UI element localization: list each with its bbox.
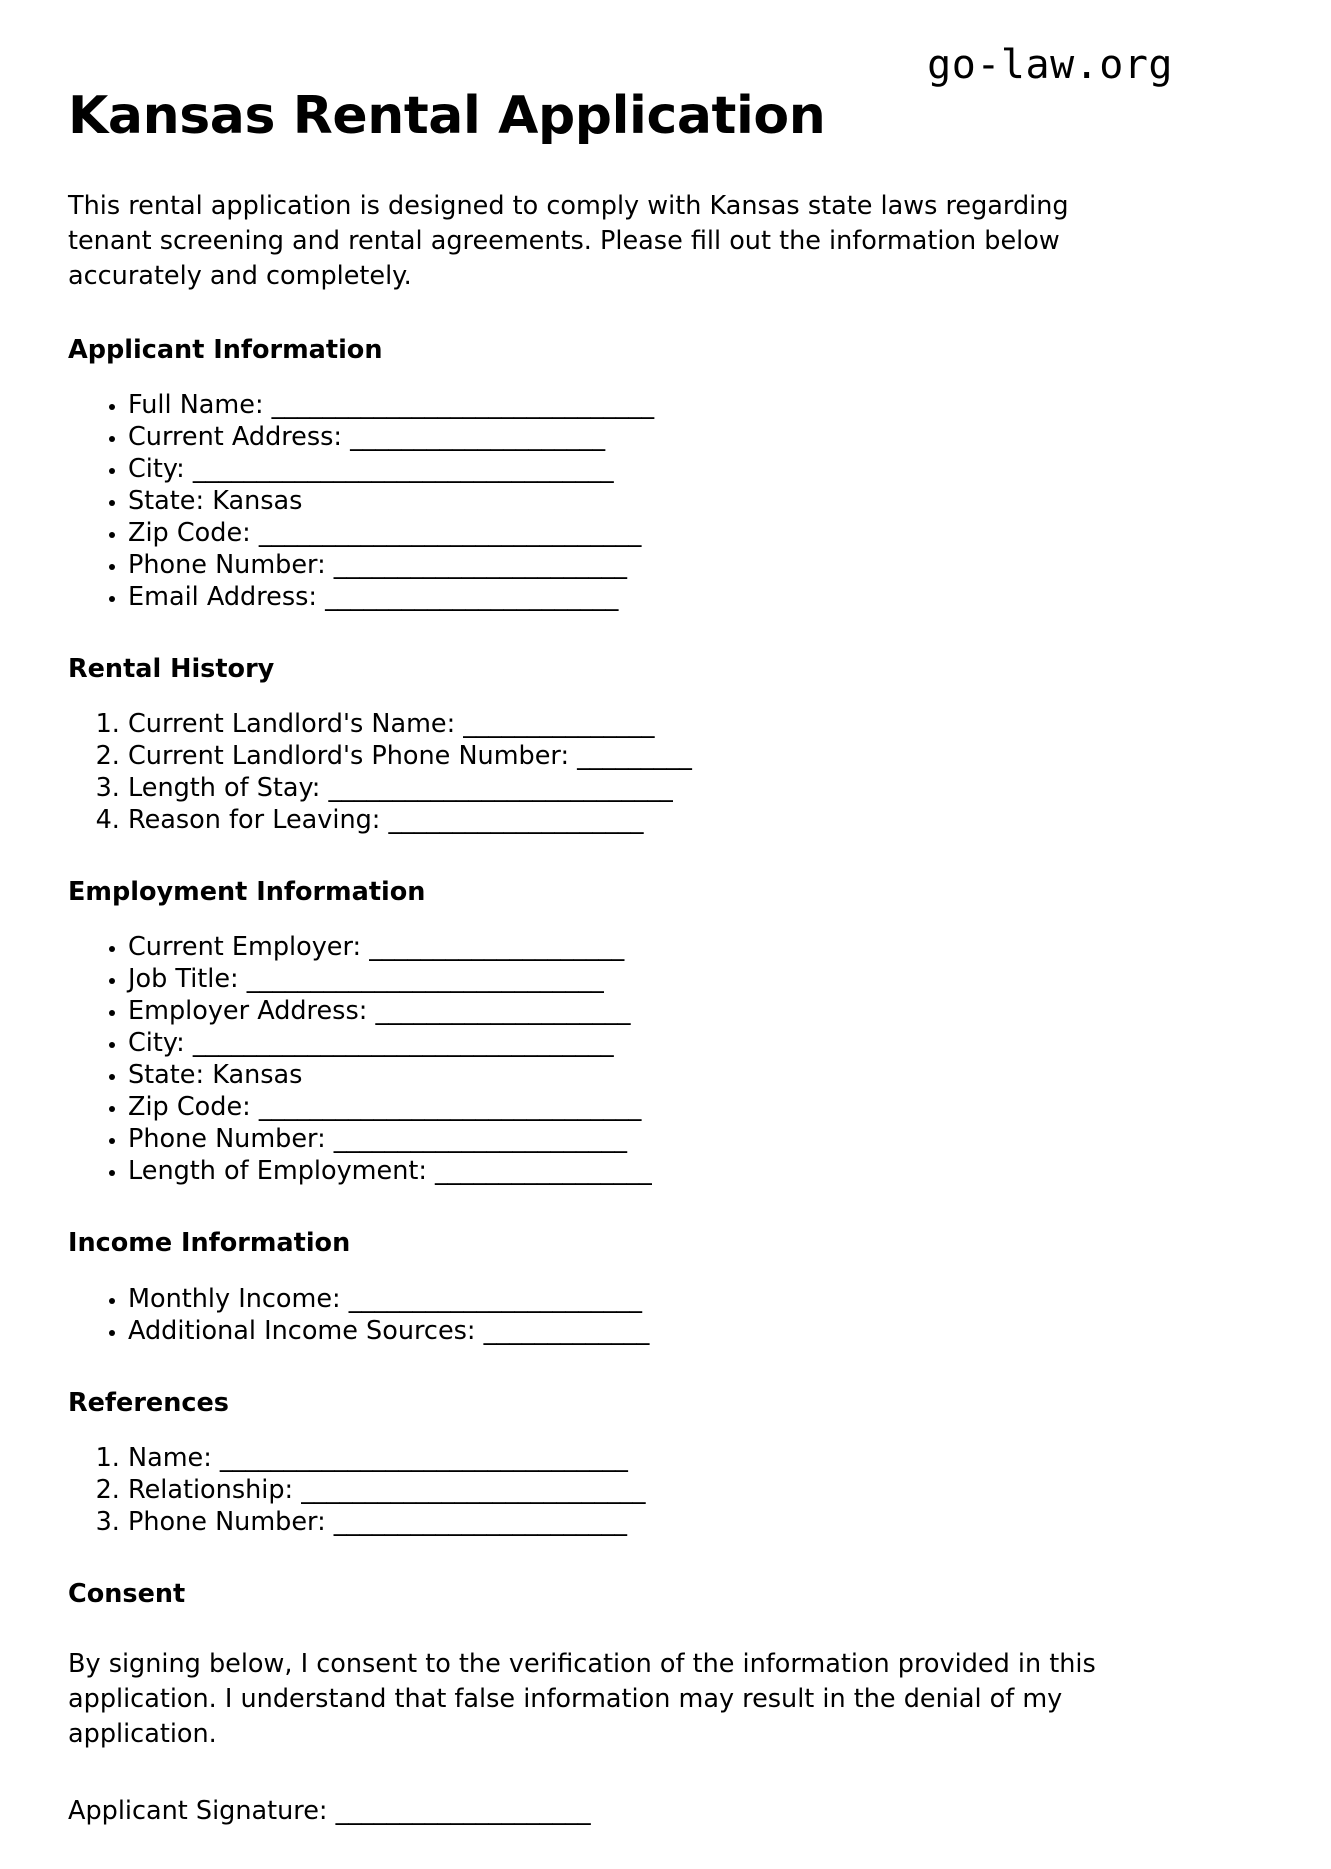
section-heading-references: References	[68, 1387, 229, 1418]
list-item: 3. Length of Stay: ___________________________	[128, 772, 1171, 804]
list-item: • Phone Number: _______________________	[128, 1123, 1171, 1155]
list-item: 2. Current Landlord's Phone Number: _________	[128, 740, 1171, 772]
list-item: 2. Relationship: ___________________________	[128, 1474, 1171, 1506]
references-list	[68, 1442, 1171, 1538]
income-information-list	[68, 1283, 1171, 1347]
list-item: • Phone Number: _______________________	[128, 549, 1171, 581]
list-item: • Current Address: ____________________	[128, 421, 1171, 453]
section-heading-consent: Consent	[68, 1578, 186, 1609]
list-item: • Current Employer: ____________________	[128, 931, 1171, 963]
list-item: • Monthly Income: _______________________	[128, 1283, 1171, 1315]
list-item: • Full Name: ______________________________	[128, 389, 1171, 421]
list-item: • Job Title: ____________________________	[128, 963, 1171, 995]
section-heading-applicant-information: Applicant Information	[68, 335, 383, 365]
rental-history-list	[68, 708, 1171, 836]
applicant-information-list	[68, 389, 1171, 613]
section-heading-rental-history: Rental History	[68, 654, 275, 685]
list-item: 1. Name: ________________________________	[128, 1442, 1171, 1474]
list-item: • Additional Income Sources: _____________	[128, 1315, 1171, 1347]
list-item: • State: Kansas	[128, 1059, 1171, 1091]
list-item: 1. Current Landlord's Name: _______________	[128, 708, 1171, 740]
list-item: • City: _________________________________	[128, 453, 1171, 485]
list-item: 3. Phone Number: _______________________	[128, 1506, 1171, 1538]
page-title: Kansas Rental Application	[68, 86, 826, 146]
consent-statement: By signing below, I consent to the verification of the information provided in this application. I understand that false information may result in the denial of my application.	[68, 1648, 1096, 1749]
list-item: • Zip Code: ______________________________	[128, 1091, 1171, 1123]
list-item: • City: _________________________________	[128, 1027, 1171, 1059]
intro-paragraph: This rental application is designed to comply with Kansas state laws regarding tenant screening and rental agreements. Please fill out the information below accurately and completely.	[68, 191, 1069, 292]
list-item: • State: Kansas	[128, 485, 1171, 517]
list-item: 4. Reason for Leaving: ____________________	[128, 804, 1171, 836]
list-item: • Employer Address: ____________________	[128, 995, 1171, 1027]
employment-information-list	[68, 931, 1171, 1187]
list-item: • Zip Code: ______________________________	[128, 517, 1171, 549]
applicant-signature-field: Applicant Signature: ____________________	[68, 1795, 591, 1826]
site-brand-label: go-law.org	[927, 42, 1173, 88]
section-heading-income-information: Income Information	[68, 1228, 351, 1259]
section-heading-employment-information: Employment Information	[68, 877, 426, 908]
list-item: • Length of Employment: _________________	[128, 1155, 1171, 1187]
list-item: • Email Address: _______________________	[128, 581, 1171, 613]
